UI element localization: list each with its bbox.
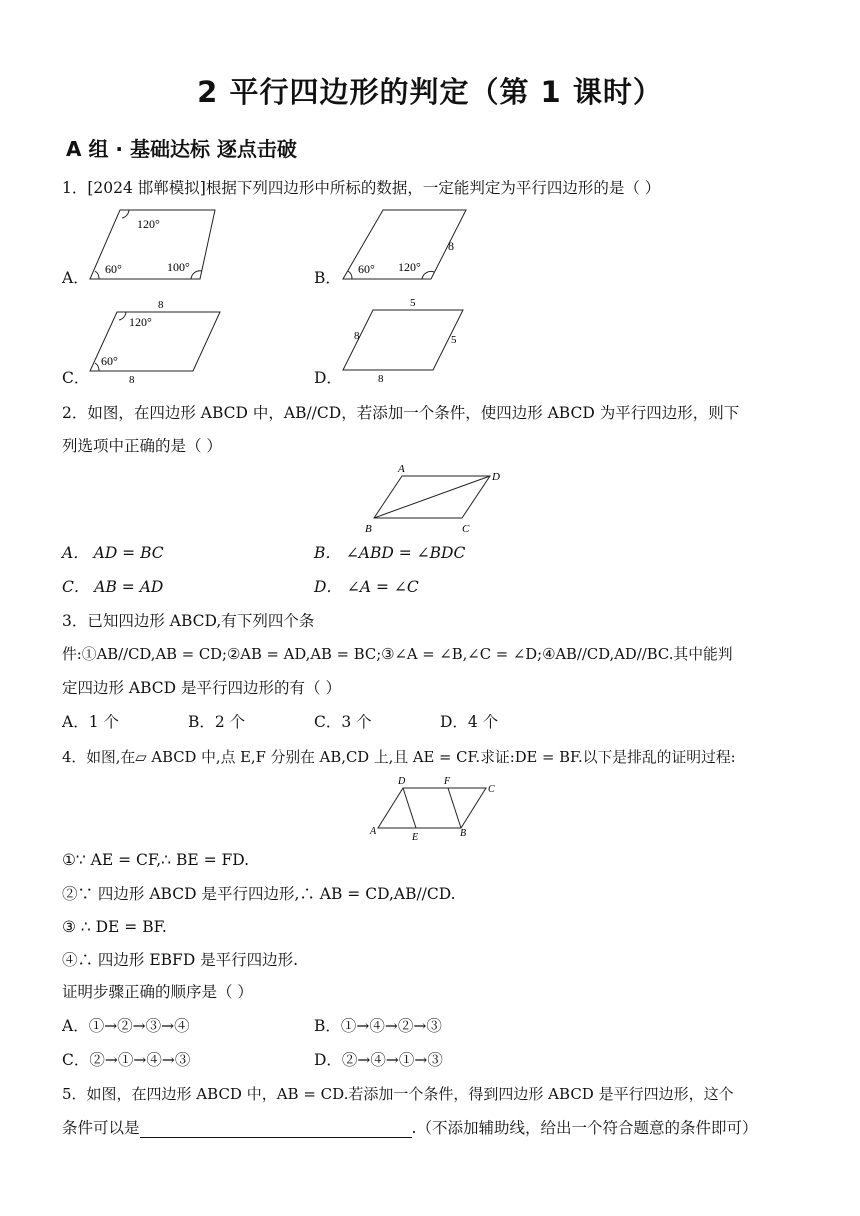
q4-fig-label-c: C [488, 784, 495, 795]
q1-b-side: 8 [448, 239, 454, 253]
q1-c-angle-left: 60° [101, 354, 118, 368]
q4-step-4: ④∴ 四边形 EBFD 是平行四边形. [62, 951, 299, 969]
q1-a-angle-right: 100° [167, 260, 190, 274]
q1-option-a-label: A． [62, 269, 89, 287]
q1-d-bottom: 8 [378, 373, 384, 385]
q4-stem: 4．如图,在▱ ABCD 中,点 E,F 分别在 AB,CD 上,且 AE = CF.求证:DE = BF.以下是排乱的证明过程: [62, 749, 736, 766]
q4-option-c: C．②→①→④→③ [62, 1051, 191, 1069]
q4-option-d: D．②→④→①→③ [314, 1051, 443, 1069]
q3-option-d: D．4 个 [440, 713, 499, 731]
q1-option-c-label: C． [62, 369, 90, 387]
q1-figure-b [338, 205, 473, 285]
q2-option-c: C． AB = AD [62, 578, 164, 596]
q4-fig-label-a: A [370, 826, 377, 837]
q2-stem-line1: 2．如图，在四边形 ABCD 中，AB//CD，若添加一个条件，使四边形 ABCD 为平行四边形，则下 [62, 404, 740, 422]
q3-stem-line1: 3．已知四边形 ABCD,有下列四个条 [62, 612, 315, 630]
q1-d-top: 5 [410, 297, 416, 309]
q2-figure [362, 462, 510, 537]
q1-option-b-label: B． [314, 269, 341, 287]
q4-figure [368, 772, 500, 844]
q2-option-b: B． ∠ABD = ∠BDC [314, 544, 466, 562]
q3-option-b: B．2 个 [188, 713, 246, 731]
q1-b-angle-left: 60° [358, 262, 375, 276]
q5-suffix: .（不添加辅助线，给出一个符合题意的条件即可） [411, 1119, 758, 1137]
q4-option-a: A．①→②→③→④ [62, 1017, 190, 1035]
q2-option-a: A． AD = BC [62, 544, 164, 562]
q5-prefix: 条件可以是 [62, 1119, 140, 1137]
page-title: 2 平行四边形的判定（第 1 课时） [197, 75, 663, 109]
q4-question: 证明步骤正确的顺序是（ ） [62, 983, 253, 1001]
q4-fig-label-d: D [398, 776, 406, 787]
q2-fig-label-c: C [462, 523, 470, 535]
q4-step-1: ①∵ AE = CF,∴ BE = FD. [62, 851, 250, 869]
q1-a-angle-left: 60° [105, 262, 122, 276]
q3-stem-line3: 定四边形 ABCD 是平行四边形的有（ ） [62, 679, 341, 697]
q4-fig-label-f: F [444, 776, 451, 787]
q2-fig-label-d: D [492, 471, 500, 483]
q1-figure-a [85, 205, 220, 285]
q1-d-left: 8 [354, 330, 360, 342]
q1-c-angle-top: 120° [129, 315, 152, 329]
q5-answer-blank[interactable] [140, 1121, 412, 1138]
q2-fig-label-b: B [365, 523, 372, 535]
q3-option-c: C．3 个 [314, 713, 372, 731]
q2-stem-line2: 列选项中正确的是（ ） [62, 437, 222, 455]
q5-stem-line2 [62, 1118, 757, 1138]
section-heading: A 组 · 基础达标 逐点击破 [66, 137, 297, 161]
q1-b-angle-right: 120° [398, 260, 421, 274]
q4-fig-label-b: B [460, 828, 467, 839]
q1-c-bottom: 8 [129, 374, 135, 386]
q2-fig-label-a: A [398, 463, 405, 475]
q1-figure-c [85, 298, 225, 388]
q5-stem-line1: 5．如图，在四边形 ABCD 中，AB = CD.若添加一个条件，得到四边形 ABCD 是平行四边形，这个 [62, 1085, 734, 1103]
q4-step-3: ③ ∴ DE = BF. [62, 918, 167, 936]
q4-option-b: B．①→④→②→③ [314, 1017, 442, 1035]
q4-fig-label-e: E [412, 832, 419, 843]
q3-option-a: A．1 个 [62, 713, 119, 731]
q4-step-2: ②∵ 四边形 ABCD 是平行四边形,∴ AB = CD,AB//CD. [62, 885, 456, 903]
q1-c-top: 8 [158, 299, 164, 311]
q2-option-d: D． ∠A = ∠C [314, 578, 419, 596]
q1-stem: 1．[2024 邯郸模拟]根据下列四边形中所标的数据，一定能判定为平行四边形的是（ ） [62, 179, 661, 197]
q3-stem-line2: 件:①AB//CD,AB = CD;②AB = AD,AB = BC;③∠A = ∠B,∠C = ∠D;④AB//CD,AD//BC.其中能判 [62, 646, 733, 663]
q1-d-right: 5 [451, 334, 457, 346]
q1-figure-d [338, 296, 473, 388]
q1-a-angle-top: 120° [137, 217, 160, 231]
q1-option-d-label: D． [314, 369, 342, 387]
